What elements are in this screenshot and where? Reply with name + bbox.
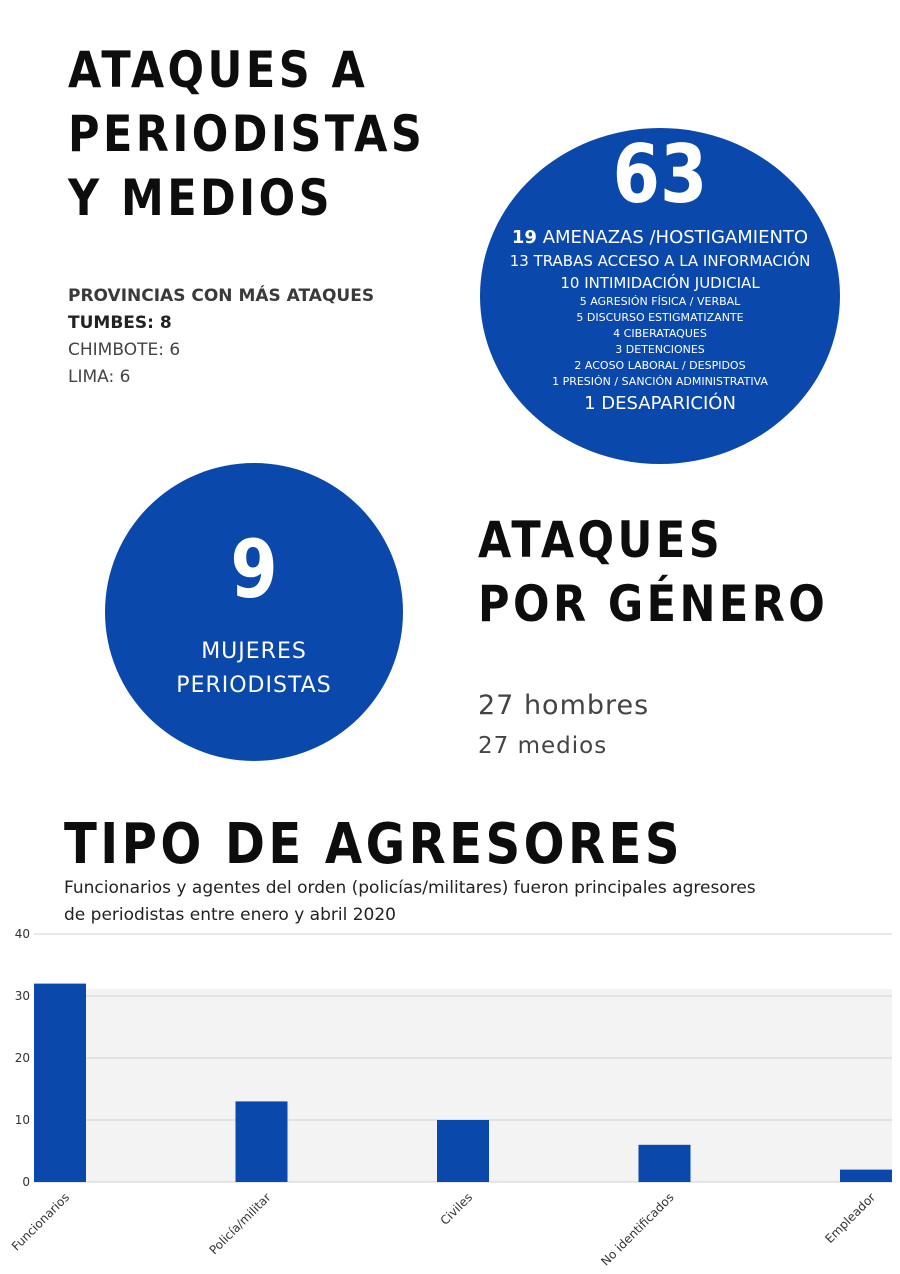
x-tick-label: Funcionarios <box>8 1190 73 1254</box>
attack-type-item: 10 INTIMIDACIÓN JUDICIAL <box>560 274 760 292</box>
province-item: CHIMBOTE: 6 <box>68 340 181 360</box>
media-count: 27 medios <box>478 733 608 759</box>
attack-type-list <box>480 226 840 416</box>
attack-type-item: 2 ACOSO LABORAL / DESPIDOS <box>574 359 746 372</box>
bar <box>236 1101 288 1182</box>
aggressors-bar-chart <box>0 925 900 1274</box>
attack-type-item: 1 PRESIÓN / SANCIÓN ADMINISTRATIVA <box>552 375 768 388</box>
main-title-line: Y MEDIOS <box>68 169 334 227</box>
attack-type-item: 1 DESAPARICIÓN <box>584 393 736 414</box>
women-label <box>105 635 403 703</box>
gender-title <box>478 508 828 636</box>
province-item: TUMBES: 8 <box>68 313 172 333</box>
gender-values <box>478 686 649 766</box>
men-count: 27 hombres <box>478 690 650 721</box>
gender-title-line: ATAQUES <box>478 511 724 569</box>
x-tick-label: Civiles <box>437 1190 476 1228</box>
subtitle-line: Funcionarios y agentes del orden (policías/militares) fueron principales agresores <box>64 878 756 898</box>
y-tick-label: 30 <box>14 989 30 1003</box>
attack-type-item: 5 AGRESIÓN FÍSICA / VERBAL <box>579 295 741 308</box>
women-label-line: MUJERES <box>201 639 307 664</box>
attacks-total: 63 <box>612 128 708 221</box>
attacks-circle <box>480 128 840 464</box>
subtitle-line: de periodistas entre enero y abril 2020 <box>64 905 396 925</box>
main-title-line: PERIODISTAS <box>68 105 426 163</box>
y-tick-label: 10 <box>14 1113 30 1127</box>
attack-type-item: 19 AMENAZAS /HOSTIGAMIENTO <box>511 227 809 248</box>
attack-type-item: 4 CIBERATAQUES <box>613 327 707 340</box>
attack-type-item: 13 TRABAS ACCESO A LA INFORMACIÓN <box>509 252 811 270</box>
main-title <box>68 38 425 230</box>
bar <box>840 1170 892 1182</box>
x-tick-label: Empleador <box>822 1190 879 1246</box>
x-tick-label: No identificados <box>598 1190 677 1269</box>
provinces-block <box>68 283 374 391</box>
bar <box>34 984 86 1182</box>
x-tick-label: Policía/militar <box>206 1190 274 1258</box>
y-tick-label: 0 <box>22 1175 30 1189</box>
attack-type-item: 5 DISCURSO ESTIGMATIZANTE <box>576 311 744 324</box>
province-item: LIMA: 6 <box>68 367 131 387</box>
aggressors-title: TIPO DE AGRESORES <box>64 812 683 877</box>
women-circle <box>105 463 403 761</box>
y-tick-label: 40 <box>14 927 30 941</box>
women-count: 9 <box>230 523 278 616</box>
main-title-line: ATAQUES A <box>68 41 369 99</box>
women-label-line: PERIODISTAS <box>176 673 332 698</box>
provinces-heading: PROVINCIAS CON MÁS ATAQUES <box>68 286 375 306</box>
gender-title-line: POR GÉNERO <box>478 575 829 633</box>
y-tick-label: 20 <box>14 1051 30 1065</box>
bar <box>437 1120 489 1182</box>
bar <box>639 1145 691 1182</box>
aggressors-subtitle <box>64 875 894 929</box>
attack-type-item: 3 DETENCIONES <box>615 343 705 356</box>
